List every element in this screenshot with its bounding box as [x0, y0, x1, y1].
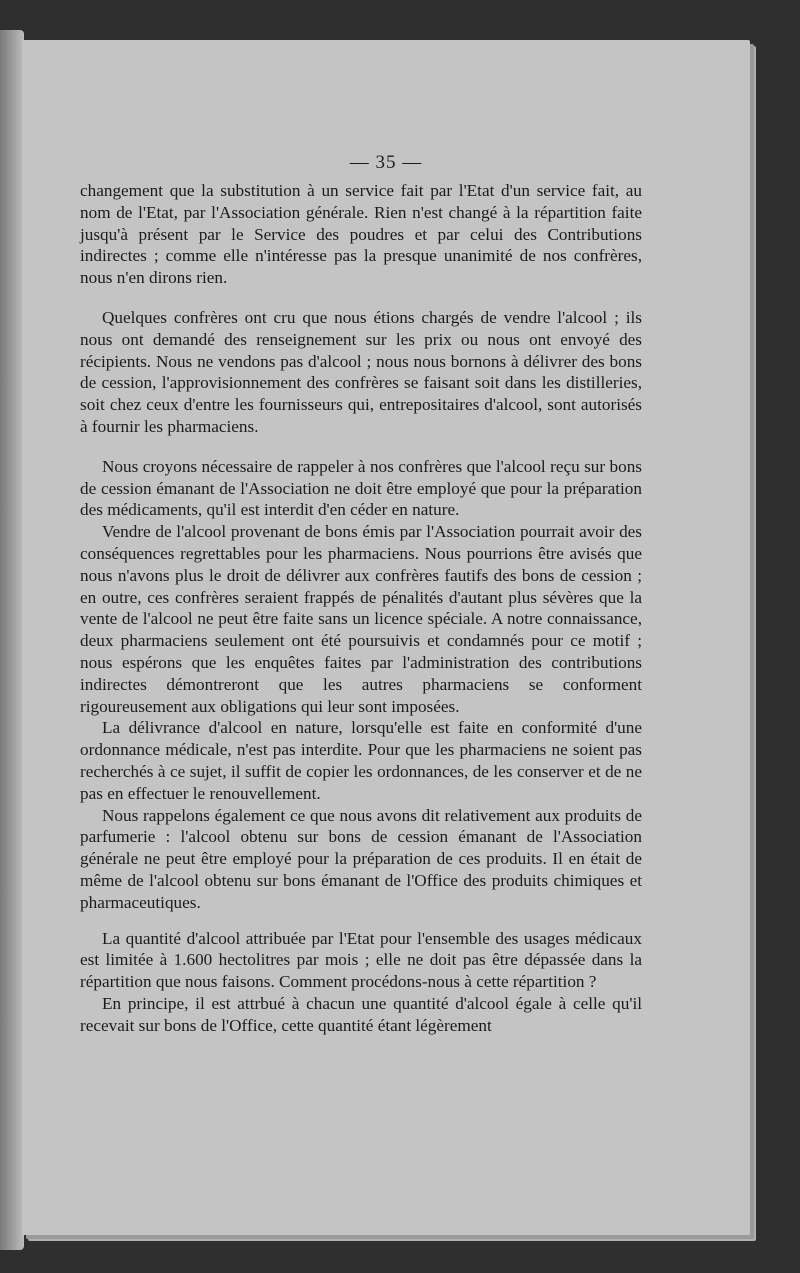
body-text [80, 180, 642, 1036]
paragraph: Quelques confrères ont cru que nous étions chargés de vendre l'alcool ; ils nous ont demandé des renseignement sur les prix ou nous ont envoyé des récipients. Nous ne vendons pas d'alcool ; nous nous bornons à délivrer des bons de cession, l'approvisionnement des confrères se faisant soit dans les distilleries, soit chez ceux d'entre les fournisseurs qui, entrepositaires d'alcool, sont autorisés à fournir les pharmaciens. [80, 307, 642, 436]
paragraph: Nous rappelons également ce que nous avons dit relativement aux produits de parfumerie : l'alcool obtenu sur bons de cession émanant de l'Association générale ne peut être employé pour la préparation de ces produits. Il en était de même de l'alcool obtenu sur bons émanant de l'Office des produits chimiques et pharmaceutiques. [80, 805, 642, 912]
paragraph: changement que la substitution à un service fait par l'Etat d'un service fait, au nom de l'Etat, par l'Association générale. Rien n'est changé à la répartition faite jusqu'à présent par le Service des poudres et par celui des Contributions indirectes ; comme elle n'intéresse pas la presque unanimité de nos confrères, nous n'en dirons rien. [80, 181, 642, 288]
page-number: — 35 — [349, 152, 423, 173]
paragraph: Nous croyons nécessaire de rappeler à nos confrères que l'alcool reçu sur bons de cession émanant de l'Association ne doit être employé que pour la préparation des médicaments, qu'il est interdit d'en céder en nature. [80, 456, 642, 520]
paragraph: Vendre de l'alcool provenant de bons émis par l'Association pourrait avoir des conséquences regrettables pour les pharmaciens. Nous pourrions être avisés que nous n'avons plus le droit de délivrer aux confrères fautifs des bons de cession ; en outre, ces confrères seraient frappés de pénalités d'autant plus sévères que la vente de l'alcool ne peut être faite sans un licence spéciale. A notre connaissance, deux pharmaciens seulement ont été poursuivis et condamnés pour ce motif ; nous espérons que les enquêtes faites par l'administration des contributions indirectes démontreront que les autres pharmaciens se conforment rigoureusement aux obligations qui leur sont imposées. [80, 522, 642, 716]
book-page [22, 40, 750, 1235]
paragraph: La quantité d'alcool attribuée par l'Etat pour l'ensemble des usages médicaux est limitée à 1.600 hectolitres par mois ; elle ne doit pas être dépassée dans la répartition que nous faisons. Comment procédons-nous à cette répartition ? [80, 928, 642, 992]
paragraph: En principe, il est attrbué à chacun une quantité d'alcool égale à celle qu'il recevait sur bons de l'Office, cette quantité étant légèrement [80, 993, 642, 1035]
previous-page-edge [0, 30, 24, 1250]
paragraph: La délivrance d'alcool en nature, lorsqu'elle est faite en conformité d'une ordonnance médicale, n'est pas interdite. Pour que les pharmaciens ne soient pas recherchés à ce sujet, il suffit de copier les ordonnances, de les conserver et de ne pas en effectuer le renouvellement. [80, 718, 642, 803]
